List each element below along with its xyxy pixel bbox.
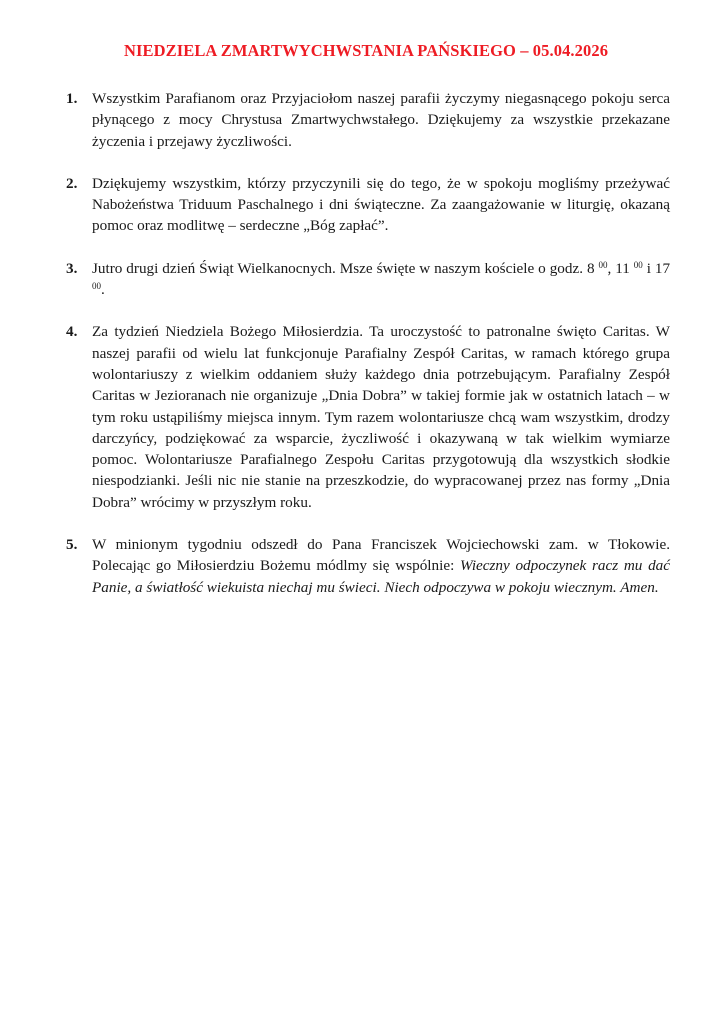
item-number: 5.	[66, 536, 78, 554]
mass-time-minutes: 00	[633, 259, 643, 270]
announcement-item	[66, 88, 670, 152]
separator: i	[642, 259, 655, 277]
mass-time-hour: 11	[615, 259, 630, 277]
terminator: .	[101, 281, 105, 299]
announcement-item	[66, 173, 670, 237]
item-text: Wszystkim Parafianom oraz Przyjaciołom naszej parafii życzymy niegasnącego pokoju serca płynącego z mocy Chrystusa Zmartwychwstałego. Dziękujemy za wszystkie przekazane życzenia i przejawy życzliwości.	[92, 90, 670, 150]
announcement-item	[66, 258, 670, 301]
item-text: Za tydzień Niedziela Bożego Miłosierdzia. Ta uroczystość to patronalne święto Caritas. W naszej parafii od wielu lat funkcjonuje Parafialny Zespół Caritas, w ramach którego grupa wolontariuszy z wielkim oddaniem służy każdego dnia potrzebującym. Parafialny Zespół Caritas w Jezioranach nie organizuje „Dnia Dobra” w takiej formie jak w ostatnich latach – w tym roku ustąpiliśmy miejsca innym. Tym razem wolontariusze chcą wam wszystkim, drodzy darczyńcy, podziękować za wsparcie, życzliwość i okazywaną w tak wielkim wymiarze pomoc. Wolontariusze Parafialnego Zespołu Caritas przygotowują dla wszystkich słodkie niespodzianki. Jeśli nic nie stanie na przeszkodzie, do wypracowanej przez nas formy „Dnia Dobra” wrócimy w przyszłym roku.	[92, 323, 670, 511]
announcement-item	[66, 534, 670, 598]
mass-time-minutes: 00	[92, 281, 101, 292]
page-title: NIEDZIELA ZMARTWYCHWSTANIA PAŃSKIEGO – 05.04.2026	[123, 41, 609, 60]
item-number: 1.	[66, 90, 78, 107]
mass-time-hour: 17	[654, 259, 671, 277]
item-number: 4.	[66, 323, 78, 341]
item-number: 2.	[66, 174, 78, 192]
obituary-text: W minionym tygodniu odszedł do Pana Franciszek Wojciechowski zam. w Tłokowie. Polecając go Miłosierdziu Bożemu módlmy się wspólnie:	[92, 536, 670, 575]
item-text	[92, 534, 670, 598]
mass-times-intro: Jutro drugi dzień Świąt Wielkanocnych. Msze święte w naszym kościele o godz.	[92, 259, 587, 277]
separator: ,	[607, 259, 616, 277]
mass-time-minutes: 00	[598, 259, 608, 270]
mass-time-hour: 8	[586, 259, 595, 277]
prayer-text: Wieczny odpoczynek racz mu dać Panie, a światłość wiekuista niechaj mu świeci. Niech odpoczywa w pokoju wiecznym. Amen.	[92, 557, 671, 596]
item-text: Dziękujemy wszystkim, którzy przyczynili się do tego, że w spokoju mogliśmy przeżywać Nabożeństwa Triduum Paschalnego i dni świąteczne. Za zaangażowanie w liturgię, okazaną pomoc oraz modlitwę – serdeczne „Bóg zapłać”.	[92, 174, 670, 235]
item-text	[92, 258, 670, 301]
item-number: 3.	[66, 259, 78, 277]
announcements-list	[66, 88, 670, 619]
announcement-item	[66, 321, 670, 513]
